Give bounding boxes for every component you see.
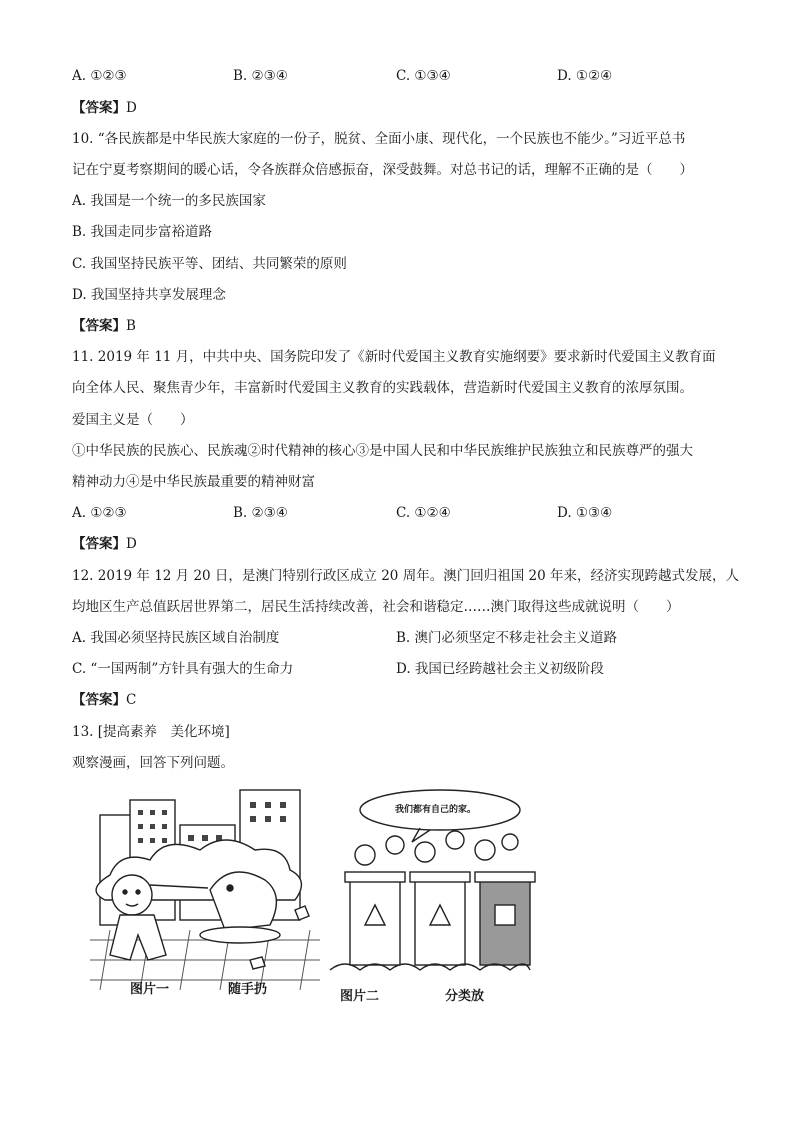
- q9-option-b: B. ②③④: [233, 68, 288, 84]
- answer-tag: 【答案】: [72, 536, 126, 552]
- q12-option-d: D. 我国已经跨越社会主义初级阶段: [396, 661, 604, 677]
- cartoon-illustration: [90, 780, 550, 1010]
- q12-option-b: B. 澳门必须坚定不移走社会主义道路: [396, 630, 618, 646]
- pic2-speech-bubble: [360, 790, 520, 842]
- q11-answer: [72, 535, 137, 553]
- q12-answer: [72, 691, 136, 709]
- q10-option-d: D. 我国坚持共享发展理念: [72, 287, 226, 303]
- q11-option-a: A. ①②③: [72, 505, 127, 521]
- q10-option-c: C. 我国坚持民族平等、团结、共同繁荣的原则: [72, 256, 347, 272]
- q10-stem-line1: 10. “各民族都是中华民族大家庭的一份子，脱贫、全面小康、现代化，一个民族也不能少。”习近平总书: [72, 131, 686, 147]
- q11-option-b: B. ②③④: [233, 505, 288, 521]
- q11-option-c: C. ①②④: [396, 505, 451, 521]
- q11-stem-line5: 精神动力④是中华民族最重要的精神财富: [72, 474, 315, 490]
- answer-value: B: [126, 318, 136, 334]
- answer-value: C: [126, 692, 137, 708]
- q11-stem-line3: 爱国主义是（ ）: [72, 412, 194, 428]
- q11-stem-line4: ①中华民族的民族心、民族魂②时代精神的核心③是中国人民和中华民族维护民族独立和民族尊严的强大: [72, 443, 693, 459]
- answer-value: D: [126, 536, 137, 552]
- q13-stem-line1: 13. [提高素养 美化环境]: [72, 724, 230, 740]
- q13-cartoon-figure: [90, 780, 550, 1010]
- answer-value: D: [126, 100, 137, 116]
- q12-option-a: A. 我国必须坚持民族区域自治制度: [72, 630, 280, 646]
- q9-option-c: C. ①③④: [396, 68, 451, 84]
- q9-option-d: D. ①②④: [557, 68, 613, 84]
- pic2-bubble-text: 我们都有自己的家。: [395, 805, 477, 815]
- pic2-title: 分类放: [445, 989, 485, 1004]
- pic2-trash-items: [355, 831, 518, 865]
- q11-stem-line1: 11. 2019 年 11 月，中共中央、国务院印发了《新时代爱国主义教育实施纲要》要求新时代爱国主义教育面: [72, 349, 716, 365]
- q11-stem-line2: 向全体人民、聚焦青少年，丰富新时代爱国主义教育的实践载体，营造新时代爱国主义教育的浓厚氛围。: [72, 380, 693, 396]
- answer-tag: 【答案】: [72, 692, 126, 708]
- q9-answer: [72, 99, 137, 117]
- q12-stem-line1: 12. 2019 年 12 月 20 日，是澳门特别行政区成立 20 周年。澳门回归祖国 20 年来，经济实现跨越式发展，人: [72, 568, 739, 584]
- q10-answer: [72, 317, 136, 335]
- q13-stem-line2: 观察漫画，回答下列问题。: [72, 755, 234, 771]
- pic2-label: 图片二: [340, 989, 380, 1004]
- pic1-label: 图片一: [130, 982, 170, 997]
- pic1-title: 随手扔: [228, 982, 268, 997]
- q11-option-d: D. ①③④: [557, 505, 613, 521]
- answer-tag: 【答案】: [72, 100, 126, 116]
- q9-option-a: A. ①②③: [72, 68, 127, 84]
- answer-tag: 【答案】: [72, 318, 126, 334]
- pic2-bins: [345, 872, 535, 965]
- q12-stem-line2: 均地区生产总值跃居世界第二，居民生活持续改善，社会和谐稳定……澳门取得这些成就说明（ ）: [72, 599, 680, 615]
- q10-option-b: B. 我国走同步富裕道路: [72, 224, 213, 240]
- q10-stem-line2: 记在宁夏考察期间的暖心话，令各族群众倍感振奋，深受鼓舞。对总书记的话，理解不正确的是（ ）: [72, 162, 693, 178]
- q10-option-a: A. 我国是一个统一的多民族国家: [72, 193, 266, 209]
- q12-option-c: C. “一国两制”方针具有强大的生命力: [72, 661, 294, 677]
